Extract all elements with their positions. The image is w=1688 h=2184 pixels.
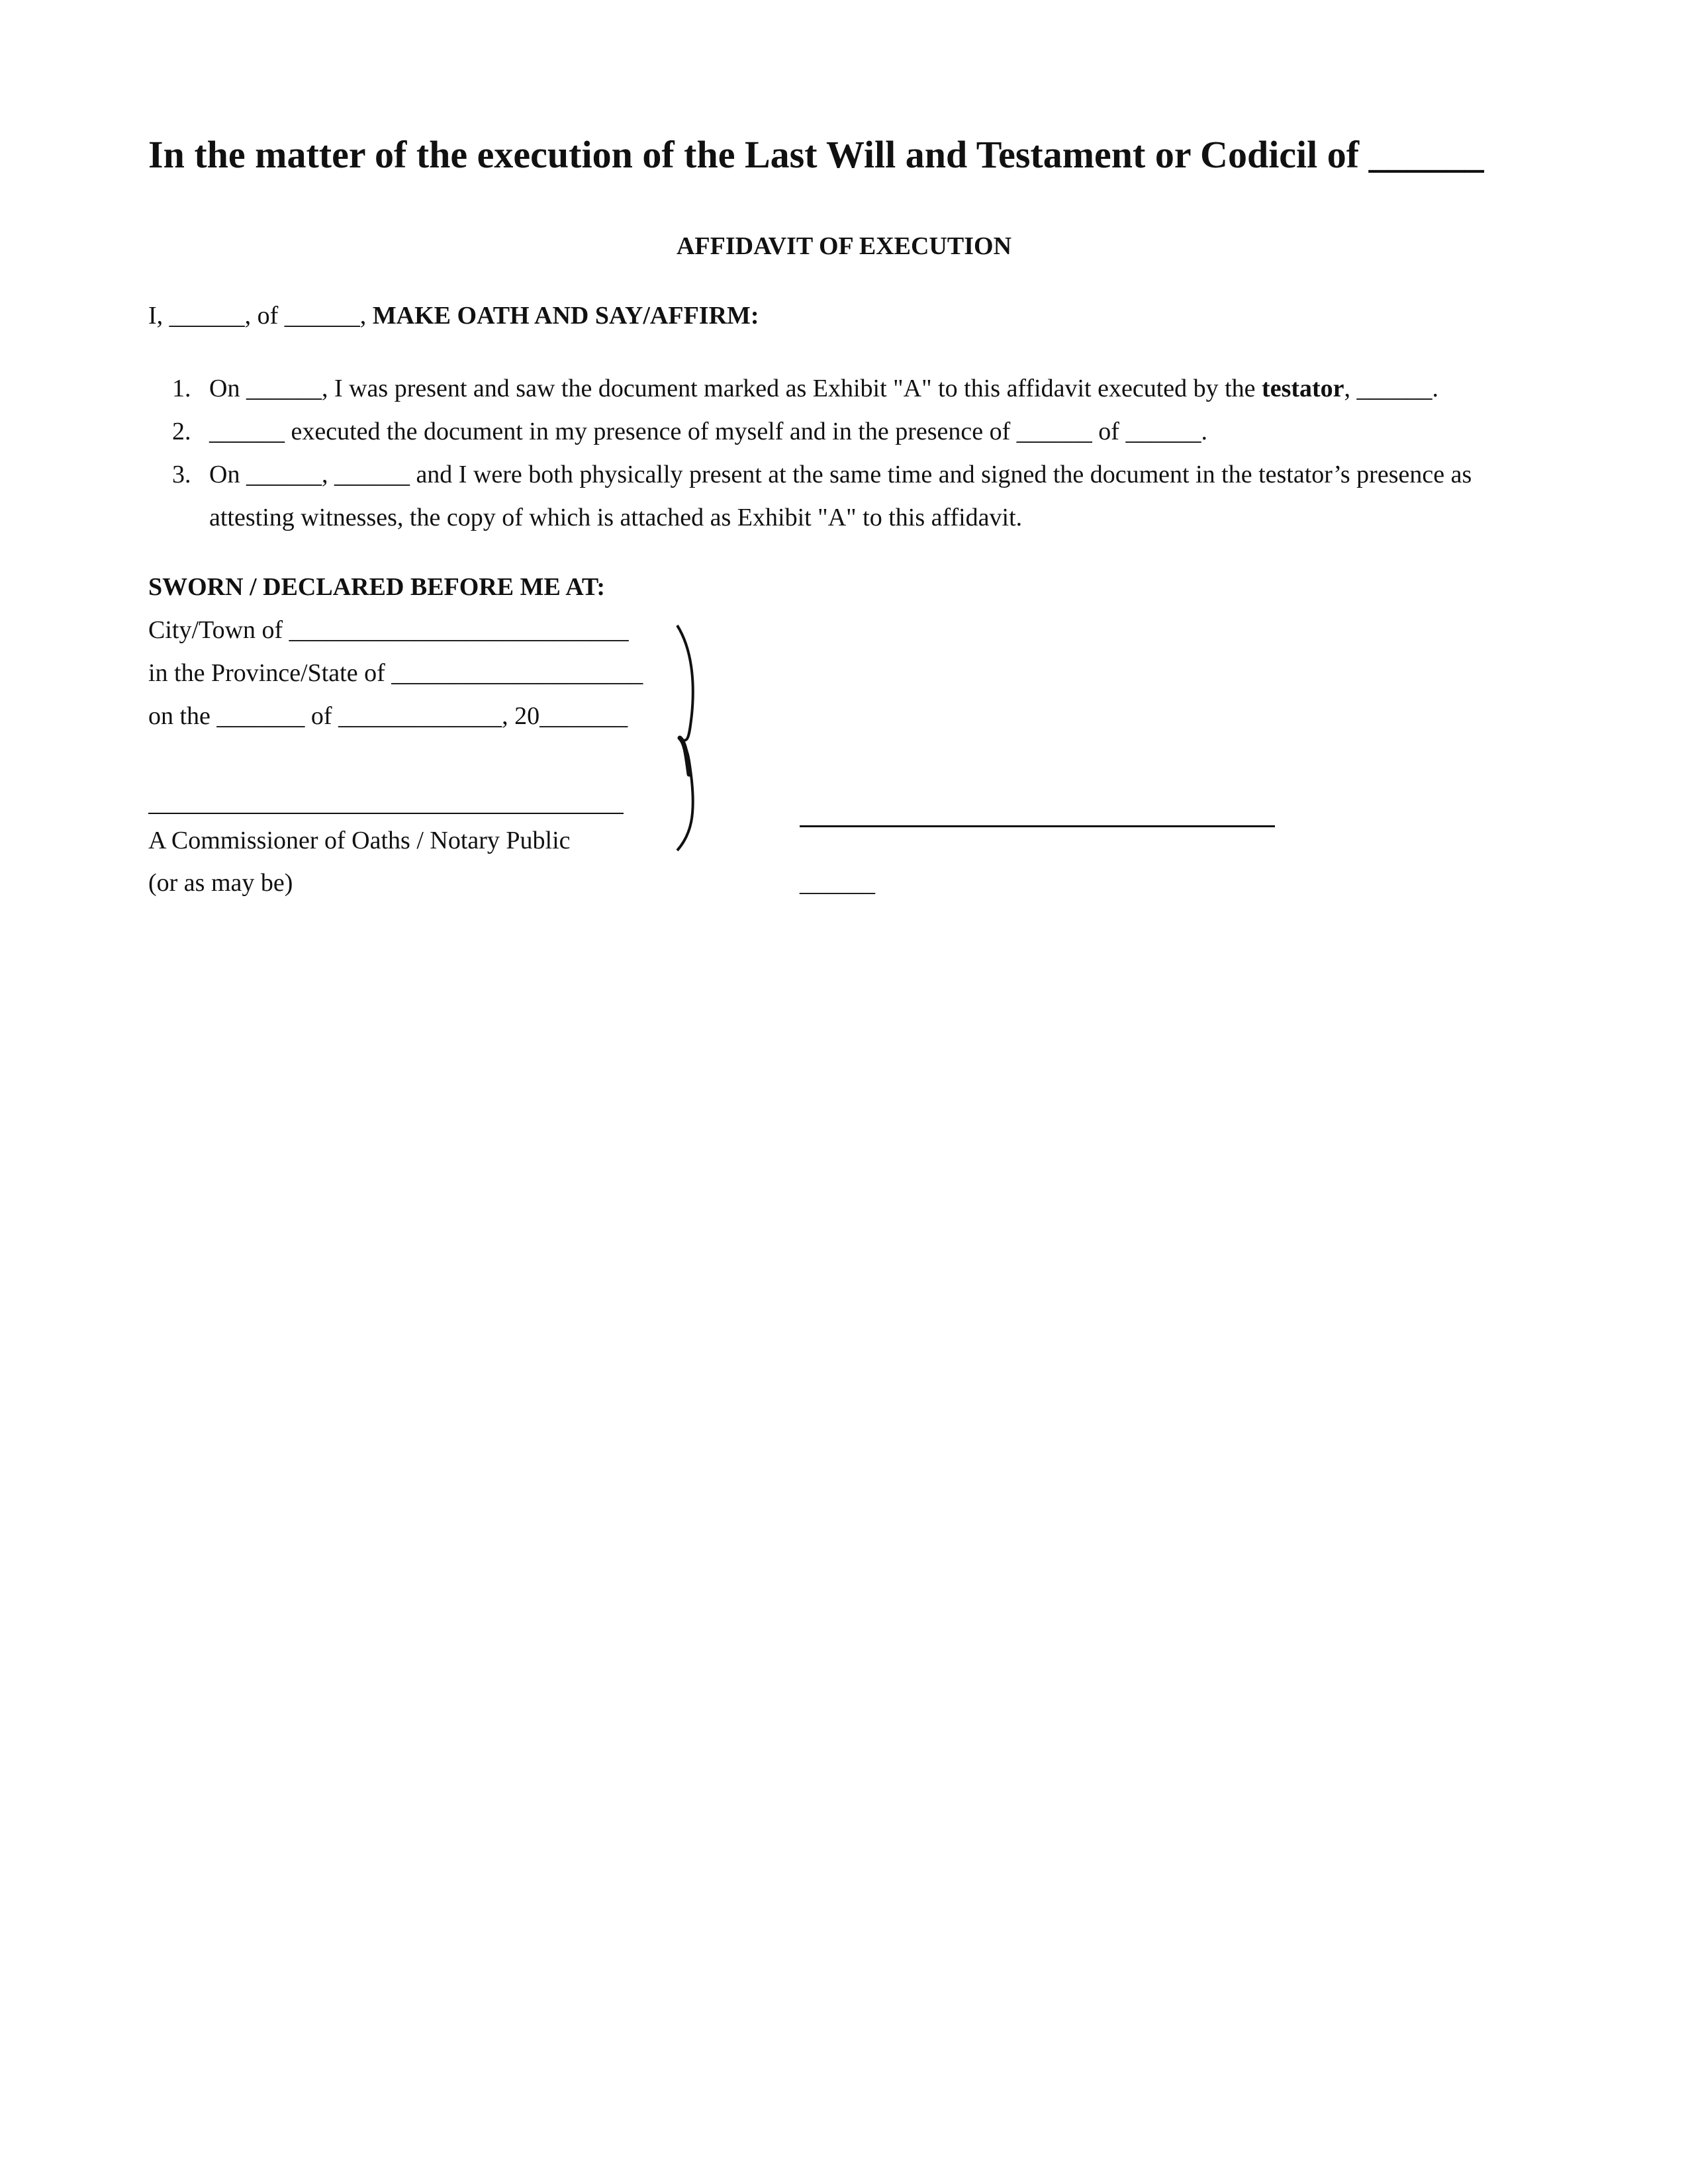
oath-bold: MAKE OATH AND SAY/AFFIRM: — [372, 302, 759, 330]
item-text: On ______, ______ and I were both physically present at the same time and signed the document in the testator’s presence as attesting witnesses, the copy of which is attached as Exhibit "A" to this affidavit. — [209, 461, 1472, 531]
commissioner-note: (or as may be) — [148, 869, 293, 897]
sworn-date-line: on the _______ of _____________, 20_______ — [148, 702, 628, 730]
deponent-signature-line — [800, 825, 1275, 827]
item-text-after: , ______. — [1344, 375, 1439, 402]
item-number: 2. — [172, 418, 191, 445]
commissioner-title: A Commissioner of Oaths / Notary Public — [148, 827, 571, 854]
item-number: 1. — [172, 375, 191, 402]
item-text: ______ executed the document in my presence of myself and in the presence of ______ of ______. — [209, 418, 1207, 445]
item-text-before: On ______, I was present and saw the document marked as Exhibit "A" to this affidavit executed by the — [209, 375, 1262, 402]
curly-brace-icon — [665, 622, 712, 854]
document-title: In the matter of the execution of the Last Will and Testament or Codicil of ______ — [148, 133, 1484, 176]
testator-label: testator — [1262, 375, 1344, 402]
affidavit-items — [172, 367, 1536, 539]
affidavit-item-2 — [172, 410, 1536, 453]
oath-prefix: I, ______, of ______, — [148, 302, 373, 330]
commissioner-signature-line — [148, 813, 624, 814]
sworn-province-line: in the Province/State of ____________________ — [148, 659, 643, 687]
item-number: 3. — [172, 461, 191, 488]
oath-statement — [148, 301, 759, 330]
affidavit-heading: AFFIDAVIT OF EXECUTION — [676, 232, 1012, 260]
affidavit-item-1 — [172, 367, 1536, 410]
sworn-city-line: City/Town of ___________________________ — [148, 616, 629, 644]
deponent-name-blank: ______ — [800, 869, 875, 897]
affidavit-item-3 — [172, 453, 1536, 539]
sworn-heading: SWORN / DECLARED BEFORE ME AT: — [148, 573, 606, 601]
